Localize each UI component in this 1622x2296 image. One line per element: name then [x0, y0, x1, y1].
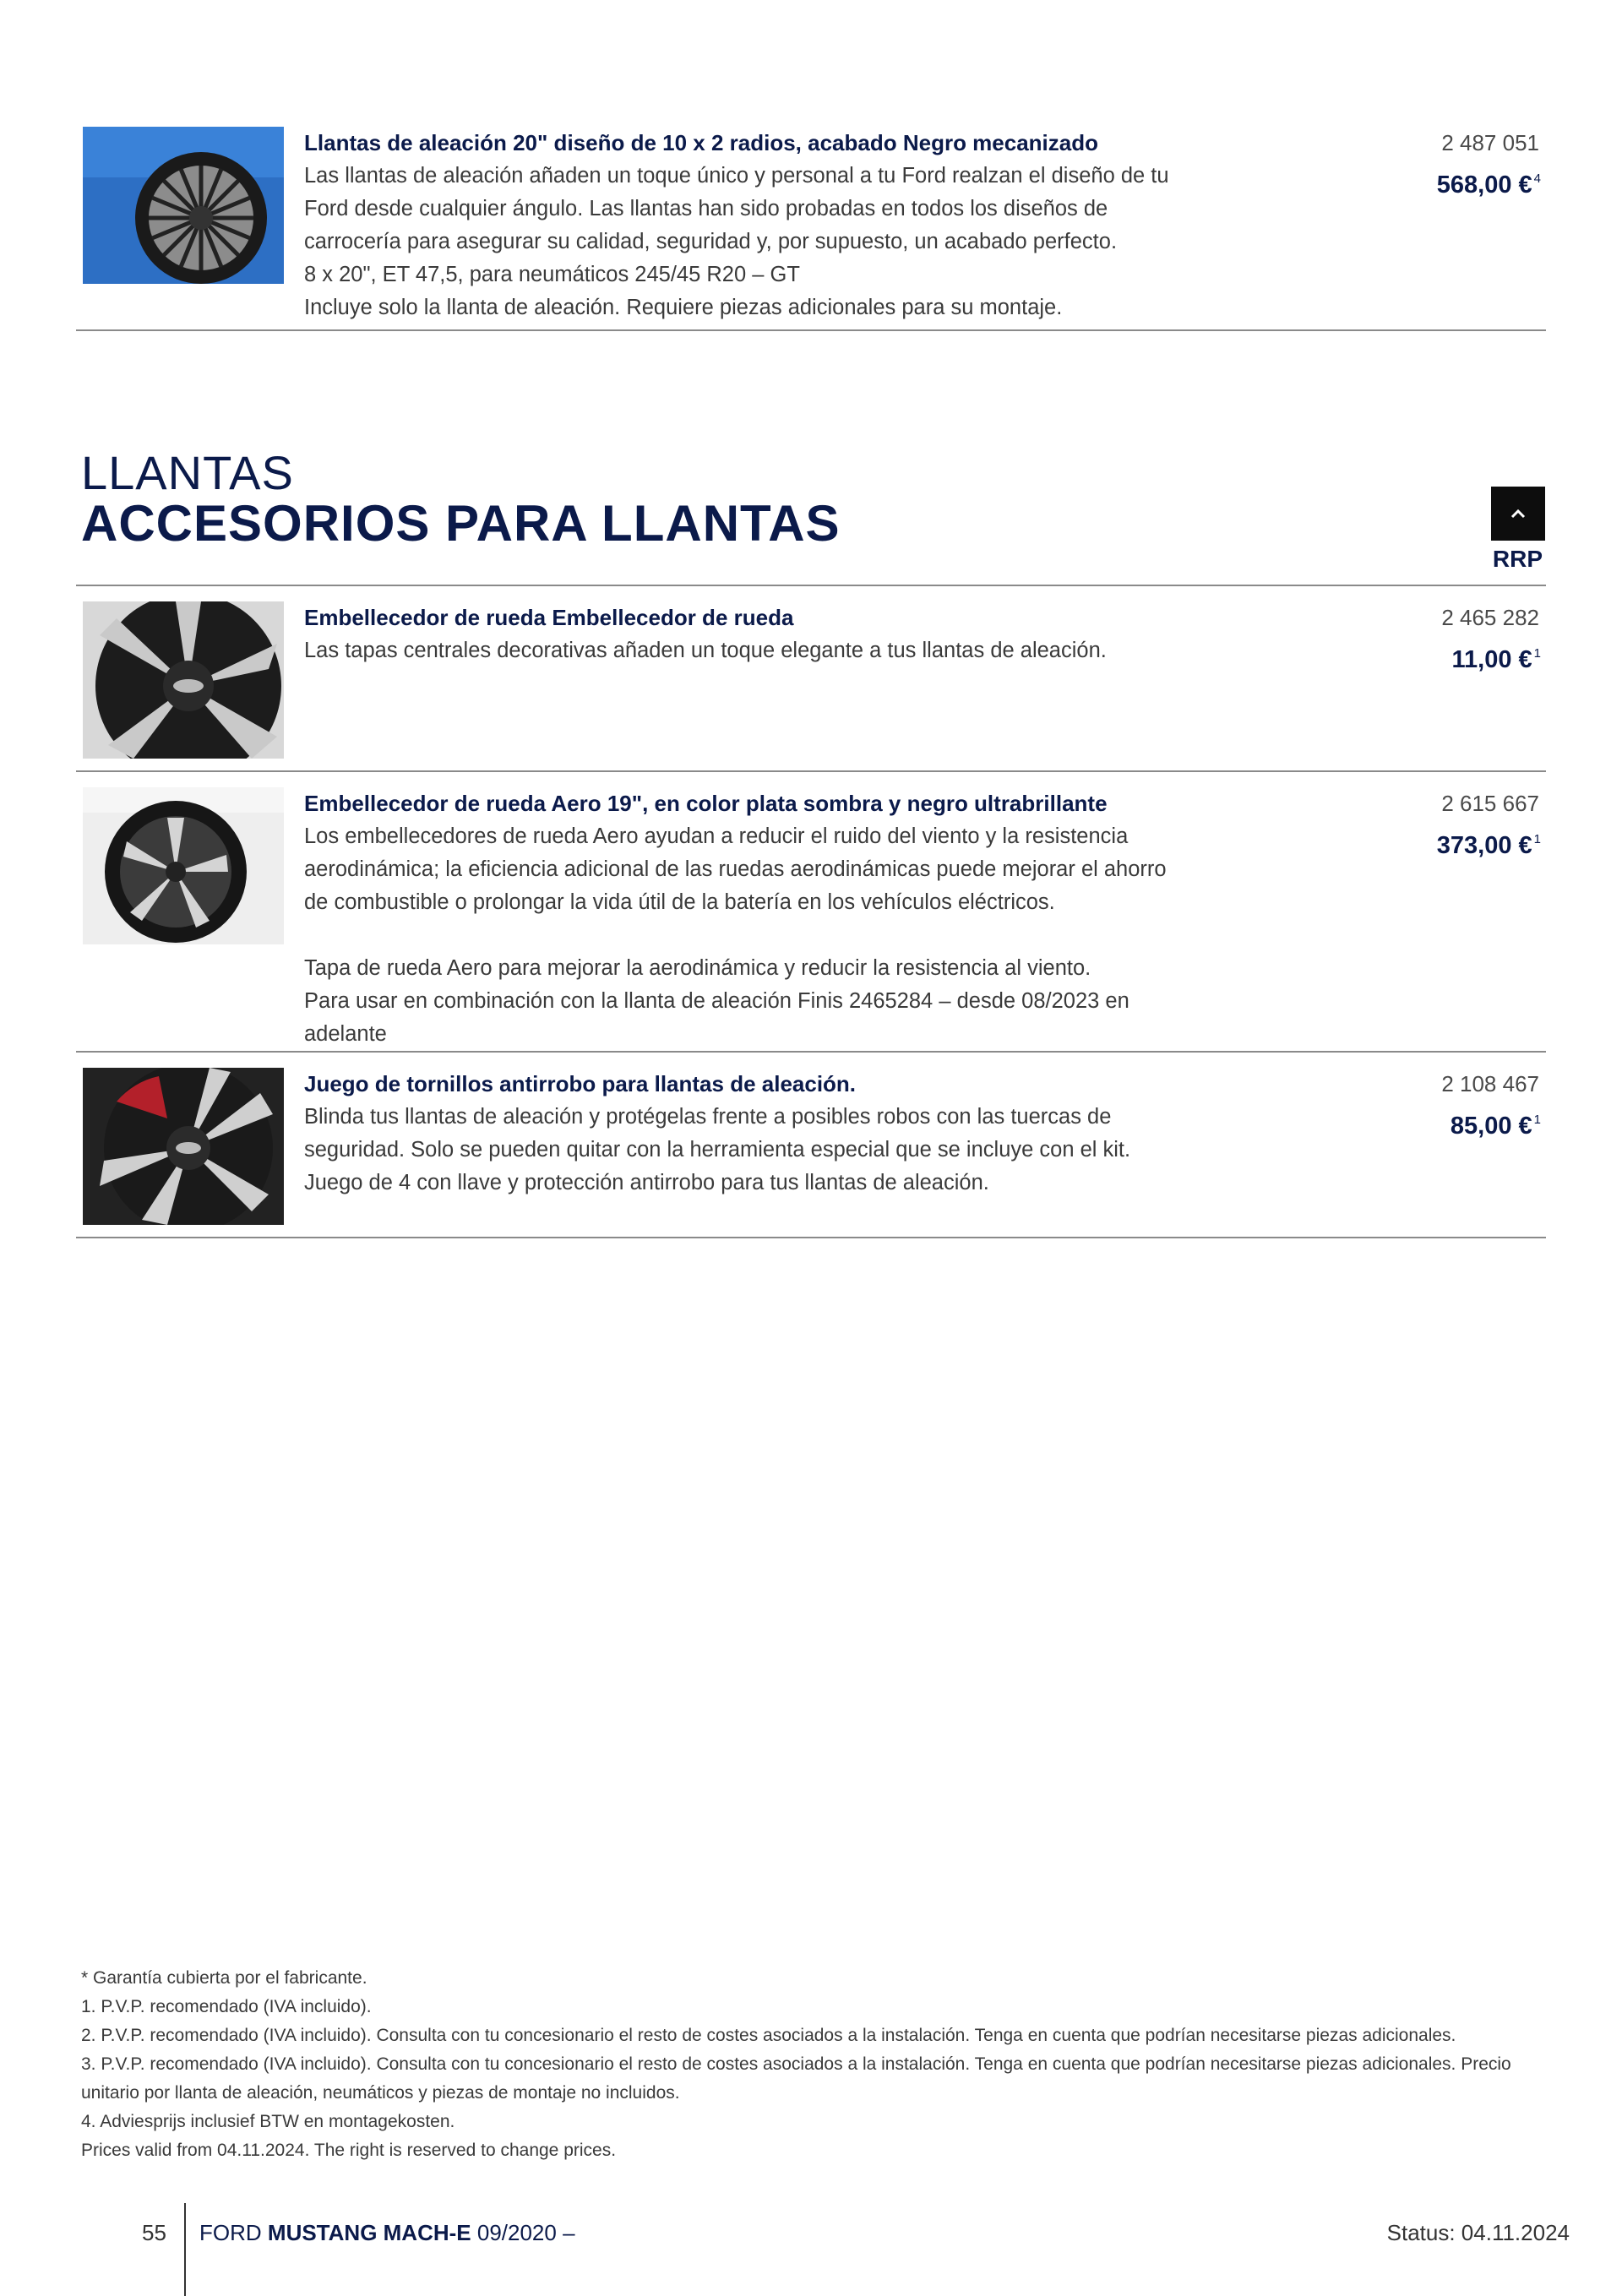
divider — [76, 770, 1546, 772]
part-number: 2 108 467 — [1441, 1071, 1539, 1096]
page-number: 55 — [142, 2220, 166, 2245]
brand-prefix: FORD — [199, 2220, 262, 2245]
price-value: 568,00 € — [1436, 171, 1532, 199]
footnote: 4. Adviesprijs inclusief BTW en montagekosten. — [81, 2112, 455, 2131]
description-line: Blinda tus llantas de aleación y protégelas frente a posibles robos con las tuercas de — [304, 1105, 1112, 1129]
description-line: Para usar en combinación con la llanta de aleación Finis 2465284 – desde 08/2023 en — [304, 989, 1129, 1013]
brand-suffix: 09/2020 – — [476, 2220, 575, 2245]
footer-divider — [184, 2203, 186, 2296]
product-description — [304, 160, 1343, 324]
description-line: Las tapas centrales decorativas añaden un toque elegante a tus llantas de aleación. — [304, 639, 1107, 662]
part-number: 2 487 051 — [1441, 130, 1539, 155]
product-title: Embellecedor de rueda Embellecedor de rueda — [304, 605, 794, 630]
description-line: Tapa de rueda Aero para mejorar la aerodinámica y reducir la resistencia al viento. — [304, 956, 1091, 980]
price — [1451, 1103, 1541, 1143]
description-line: Los embellecedores de rueda Aero ayudan a reducir el ruido del viento y la resistencia — [304, 824, 1129, 848]
status-date: Status: 04.11.2024 — [1386, 2220, 1570, 2245]
product-text — [304, 127, 1343, 324]
product-image — [83, 787, 284, 944]
part-number: 2 615 667 — [1441, 791, 1539, 816]
divider — [76, 1237, 1546, 1238]
product-text — [304, 787, 1343, 1051]
price-value: 85,00 € — [1450, 1113, 1532, 1140]
footnote: 1. P.V.P. recomendado (IVA incluido). — [81, 1997, 372, 2016]
price-value: 11,00 € — [1451, 646, 1532, 673]
product-description — [304, 1101, 1343, 1200]
description-line: seguridad. Solo se pueden quitar con la herramienta especial que se incluye con el kit. — [304, 1138, 1131, 1162]
product-title: Juego de tornillos antirrobo para llantas de aleación. — [304, 1071, 857, 1096]
divider — [76, 585, 1546, 586]
description-line: 8 x 20", ET 47,5, para neumáticos 245/45 R20 – GT — [304, 263, 800, 286]
chevron-up-icon — [1507, 503, 1529, 525]
brand-model: MUSTANG MACH-E — [267, 2220, 471, 2245]
footnote: * Garantía cubierta por el fabricante. — [81, 1968, 367, 1988]
price-footnote-ref: 1 — [1533, 1113, 1541, 1127]
product-description — [304, 634, 1343, 667]
price — [1452, 637, 1542, 677]
description-line: Las llantas de aleación añaden un toque único y personal a tu Ford realzan el diseño de tu — [304, 164, 1169, 188]
scroll-up-button[interactable] — [1491, 487, 1545, 541]
divider — [76, 329, 1546, 331]
price-value: 373,00 € — [1436, 832, 1532, 859]
product-title: Embellecedor de rueda Aero 19", en color plata sombra y negro ultrabrillante — [304, 791, 1108, 816]
footnote: Prices valid from 04.11.2024. The right is reserved to change prices. — [81, 2141, 617, 2160]
product-image — [83, 127, 284, 284]
part-number: 2 465 282 — [1441, 605, 1539, 630]
product-description — [304, 820, 1343, 1051]
footer-brand — [199, 2220, 575, 2246]
product-image — [83, 601, 284, 759]
price-footnote-ref: 1 — [1533, 646, 1541, 661]
description-line: carrocería para asegurar su calidad, seguridad y, por supuesto, un acabado perfecto. — [304, 230, 1118, 253]
price — [1437, 162, 1541, 202]
section-title: LLANTAS — [81, 446, 294, 499]
rrp-label: RRP — [1492, 546, 1543, 572]
footnote: 3. P.V.P. recomendado (IVA incluido). Consulta con tu concesionario el resto de costes asociados a la instalación. Tenga en cuenta que podrían necesitarse piezas adicionales. Precio unitario por llanta de aleación, neumáticos y piezas de montaje no incluidos. — [81, 2054, 1511, 2103]
product-image — [83, 1068, 284, 1225]
description-line: Juego de 4 con llave y protección antirrobo para tus llantas de aleación. — [304, 1171, 989, 1194]
price-footnote-ref: 4 — [1533, 171, 1541, 186]
divider — [76, 1051, 1546, 1053]
description-line: Incluye solo la llanta de aleación. Requiere piezas adicionales para su montaje. — [304, 296, 1063, 319]
section-subtitle: ACCESORIOS PARA LLANTAS — [81, 495, 841, 552]
description-line: Ford desde cualquier ángulo. Las llantas han sido probadas en todos los diseños de — [304, 197, 1108, 220]
footnote: 2. P.V.P. recomendado (IVA incluido). Consulta con tu concesionario el resto de costes asociados a la instalación. Tenga en cuenta que podrían necesitarse piezas adicionales. — [81, 2026, 1456, 2045]
product-text — [304, 601, 1343, 667]
price — [1437, 823, 1541, 862]
price-footnote-ref: 1 — [1533, 832, 1541, 846]
footnotes — [81, 1964, 1551, 2165]
product-text — [304, 1068, 1343, 1200]
paragraph-gap — [304, 919, 1343, 952]
product-title: Llantas de aleación 20" diseño de 10 x 2 radios, acabado Negro mecanizado — [304, 130, 1098, 155]
description-line: aerodinámica; la eficiencia adicional de las ruedas aerodinámicas puede mejorar el ahorro — [304, 857, 1167, 881]
description-line: adelante — [304, 1022, 387, 1046]
description-line: de combustible o prolongar la vida útil de la batería en los vehículos eléctricos. — [304, 890, 1055, 914]
